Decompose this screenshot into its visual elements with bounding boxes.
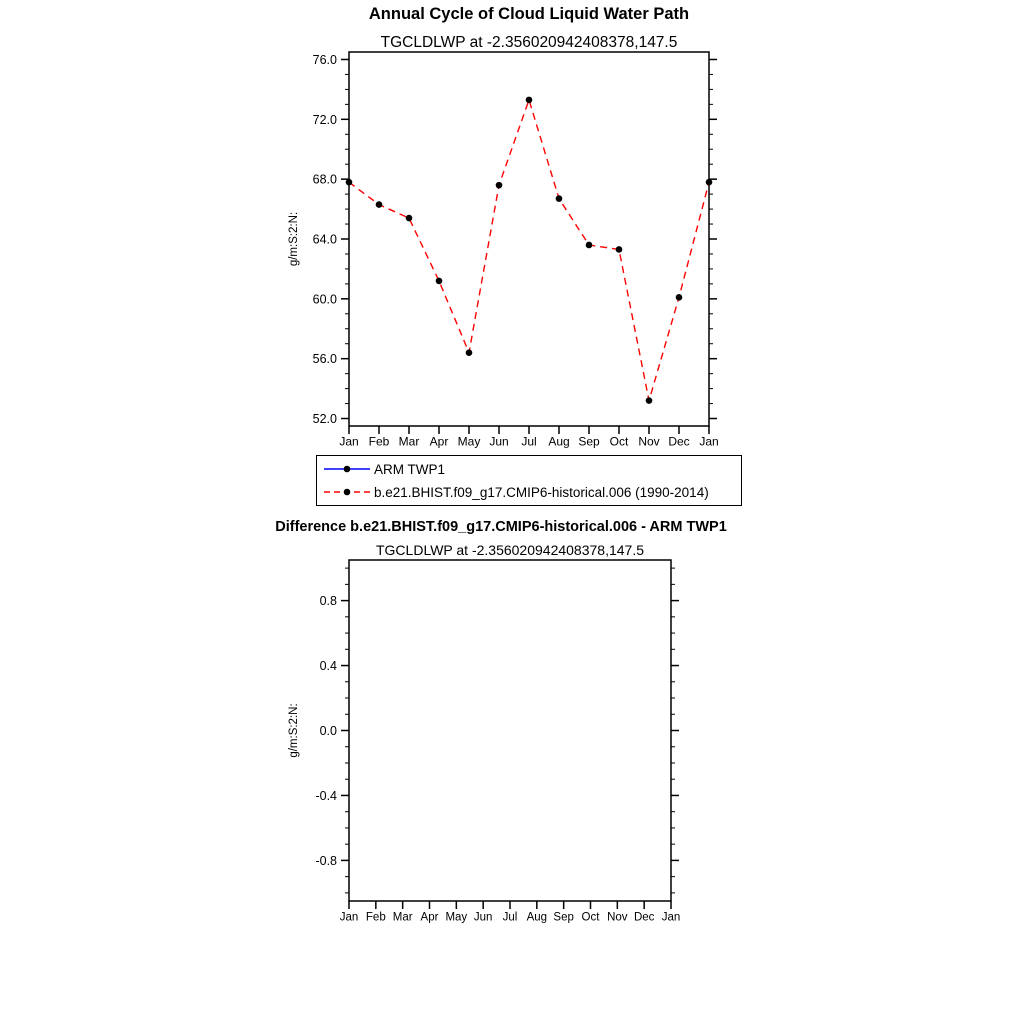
series-marker bbox=[706, 179, 713, 186]
y-tick-label: 64.0 bbox=[312, 232, 337, 247]
y-tick-label: 72.0 bbox=[312, 112, 337, 127]
legend-label-arm-twp1: ARM TWP1 bbox=[374, 461, 446, 477]
x-tick-label: May bbox=[445, 911, 468, 924]
x-tick-label: Aug bbox=[526, 911, 548, 924]
annual-cycle-plot bbox=[288, 52, 719, 449]
x-tick-label: Mar bbox=[392, 911, 413, 924]
x-tick-label: Apr bbox=[429, 434, 449, 449]
x-tick-label: Feb bbox=[365, 911, 386, 924]
x-tick-label: Jul bbox=[502, 911, 518, 924]
x-tick-label: Aug bbox=[548, 434, 570, 449]
y-tick-label: 56.0 bbox=[312, 352, 337, 367]
x-tick-label: Sep bbox=[553, 911, 574, 924]
y-tick-label: 0.8 bbox=[319, 594, 337, 609]
series-marker bbox=[346, 179, 353, 186]
chart2-title: Difference b.e21.BHIST.f09_g17.CMIP6-historical.006 - ARM TWP1 bbox=[275, 519, 727, 535]
x-tick-label: Jul bbox=[521, 434, 537, 449]
legend-label-model: b.e21.BHIST.f09_g17.CMIP6-historical.006 (1990-2014) bbox=[374, 484, 709, 500]
series-marker bbox=[586, 242, 593, 249]
x-tick-label: Jun bbox=[473, 911, 493, 924]
y-tick-label: 76.0 bbox=[312, 52, 337, 67]
x-tick-label: Oct bbox=[581, 911, 600, 924]
x-tick-label: May bbox=[457, 434, 481, 449]
x-tick-label: Mar bbox=[398, 434, 420, 449]
series-marker bbox=[436, 278, 443, 285]
model-line-sample-icon bbox=[322, 485, 372, 499]
x-tick-label: Jan bbox=[699, 434, 719, 449]
chart1-subtitle: TGCLDLWP at -2.356020942408378,147.5 bbox=[380, 34, 678, 51]
series-marker bbox=[676, 294, 683, 301]
x-tick-label: Feb bbox=[368, 434, 390, 449]
series-marker bbox=[466, 349, 473, 356]
y-axis-label: g/m:S:2:N: bbox=[288, 703, 300, 758]
x-tick-label: Oct bbox=[609, 434, 629, 449]
chart1-title: Annual Cycle of Cloud Liquid Water Path bbox=[368, 5, 690, 23]
legend-item-model bbox=[322, 481, 741, 504]
series-marker bbox=[526, 97, 533, 104]
x-tick-label: Jan bbox=[661, 911, 681, 924]
y-tick-label: 0.4 bbox=[319, 659, 337, 674]
x-tick-label: Jan bbox=[339, 434, 359, 449]
series-line bbox=[349, 100, 709, 401]
y-axis-label: g/m:S:2:N: bbox=[288, 211, 300, 267]
legend-item-arm-twp1 bbox=[322, 458, 741, 481]
x-tick-label: Nov bbox=[638, 434, 660, 449]
series-marker bbox=[616, 246, 623, 253]
x-tick-label: Dec bbox=[668, 434, 690, 449]
x-tick-label: Dec bbox=[633, 911, 655, 924]
series-marker bbox=[376, 201, 383, 208]
plot-box bbox=[349, 560, 671, 901]
x-tick-label: Jan bbox=[339, 911, 359, 924]
series-marker bbox=[406, 215, 413, 222]
x-tick-label: Apr bbox=[420, 911, 439, 924]
x-tick-label: Sep bbox=[578, 434, 600, 449]
y-tick-label: 52.0 bbox=[312, 412, 337, 427]
plot-box bbox=[349, 52, 709, 426]
x-tick-label: Nov bbox=[607, 911, 628, 924]
chart2-subtitle: TGCLDLWP at -2.356020942408378,147.5 bbox=[375, 542, 645, 558]
y-tick-label: 60.0 bbox=[312, 292, 337, 307]
y-tick-label: -0.8 bbox=[315, 853, 337, 868]
series-marker bbox=[496, 182, 503, 189]
chart1-legend bbox=[316, 455, 742, 506]
series-marker bbox=[646, 397, 653, 404]
x-tick-label: Jun bbox=[489, 434, 509, 449]
y-tick-label: 0.0 bbox=[319, 724, 337, 738]
obs-line-sample-icon bbox=[322, 462, 372, 476]
y-tick-label: 68.0 bbox=[312, 172, 337, 187]
y-tick-label: -0.4 bbox=[315, 788, 337, 803]
difference-plot bbox=[288, 560, 680, 924]
series-marker bbox=[556, 195, 563, 202]
